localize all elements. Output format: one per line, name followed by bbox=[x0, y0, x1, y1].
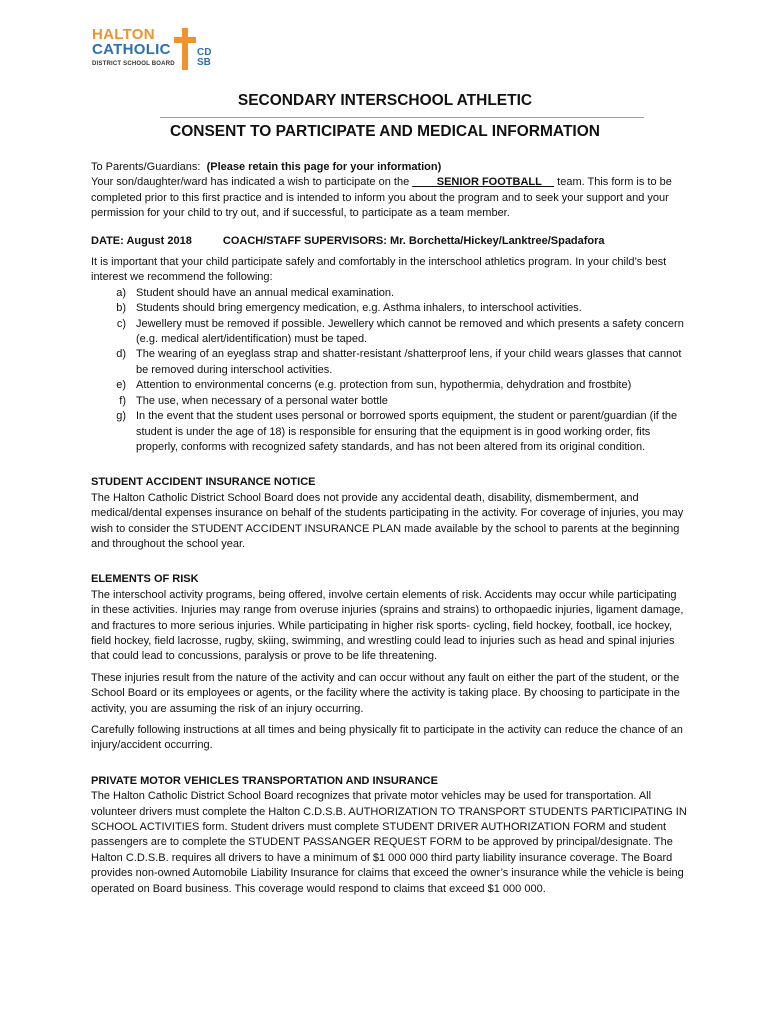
list-item bbox=[91, 347, 687, 378]
document-subtitle: CONSENT TO PARTICIPATE AND MEDICAL INFORMATION bbox=[170, 123, 600, 140]
school-board-logo bbox=[92, 26, 232, 76]
list-item-text: The use, when necessary of a personal water bottle bbox=[136, 394, 388, 407]
intro-wish-suffix: team. This form is to be completed prior to this first practice and is intended to inform you about the program and to seek your support and your permission for your child to try out, and if successful, to participate as a team member. bbox=[91, 176, 672, 220]
transport-paragraph: The Halton Catholic District School Board recognizes that private motor vehicles may be used for transportation. All volunteer drivers must complete the Halton C.D.S.B. AUTHORIZATION TO TRANSPORT STUDENTS PARTICIPATING IN SCHOOL ACTIVITIES form. Student drivers must complete STUDENT DRIVER AUTHORIZATION FORM and student passengers are to complete the STUDENT PASSANGER REQUEST FORM to be approved by principal/designate. The Halton C.D.S.B. requires all drivers to have a minimum of $1 000 000 third party liability insurance coverage. The Board provides non-owned Automobile Liability Insurance for claims that exceed the owner’s insurance while the vehicle is being operated on Board business. This coverage would respond to claims that exceed $1 000 000. bbox=[91, 790, 687, 895]
list-item-text: Attention to environmental concerns (e.g. protection from sun, hypothermia, dehydration and frostbite) bbox=[136, 379, 632, 392]
list-marker: d) bbox=[116, 348, 126, 361]
logo-catholic-text: CATHOLIC bbox=[92, 41, 171, 58]
list-item bbox=[91, 317, 687, 348]
list-item-text: Students should bring emergency medication, e.g. Asthma inhalers, to interschool activities. bbox=[136, 302, 582, 315]
intro-to-line: To Parents/Guardians: bbox=[91, 161, 201, 173]
logo-abbr-top: CD bbox=[197, 47, 212, 58]
logo-abbr-bottom: SB bbox=[197, 57, 211, 68]
risk-paragraph-1: The interschool activity programs, being offered, involve certain elements of risk. Accidents may occur while participating in these activities. Injuries may range from overuse injuries (sprains and strains) to orthopaedic injuries, ligament damage, and fractures to more serious injuries. While participating in higher risk sports- cycling, field hockey, football, ice hockey, field hockey, field lacrosse, rugby, skiing, swimming, and wrestling could lead to injuries such as head and spinal injuries that could lead to concussions, paralysis or prove to be life threatening. bbox=[91, 588, 684, 663]
insurance-paragraph: The Halton Catholic District School Board does not provide any accidental death, disability, dismemberment, and medical/dental expenses insurance on behalf of the students participating in the activity. For coverage of injuries, you may wish to consider the STUDENT ACCIDENT INSURANCE PLAN made available by the school to parents at the beginning and throughout the school year. bbox=[91, 491, 684, 550]
list-marker: f) bbox=[119, 394, 126, 407]
supervisors-value: COACH/STAFF SUPERVISORS: Mr. Borchetta/Hickey/Lanktree/Spadafora bbox=[222, 234, 605, 247]
list-item bbox=[91, 394, 687, 409]
list-item bbox=[91, 286, 687, 301]
logo-dsb-text: DISTRICT SCHOOL BOARD bbox=[92, 61, 175, 67]
list-marker: e) bbox=[116, 379, 126, 392]
intro-retain-note: (Please retain this page for your information) bbox=[206, 161, 442, 173]
intro-paragraph bbox=[91, 160, 687, 222]
list-marker: c) bbox=[116, 317, 126, 330]
title-divider bbox=[160, 117, 644, 118]
risk-paragraph-2: These injuries result from the nature of the activity and can occur without any fault on either the part of the student, or the School Board or its employees or agents, or the facility where the activity is taking place. By choosing to participate in the activity, you are assuming the risk of an injury occurring. bbox=[91, 671, 680, 715]
list-marker: a) bbox=[116, 286, 126, 299]
list-item-text: The wearing of an eyeglass strap and shatter-resistant /shatterproof lens, if your child wears glasses that cannot be removed during interschool activities. bbox=[136, 348, 682, 376]
list-item-text: Jewellery must be removed if possible. Jewellery which cannot be removed and which presents a safety concern (e.g. medical alert/identification) must be taped. bbox=[136, 317, 684, 346]
team-name-field: ____SENIOR FOOTBALL__ bbox=[412, 176, 555, 189]
document-body bbox=[91, 160, 687, 897]
safety-intro: It is important that your child participate safely and comfortably in the interschool athletics program. In your child’s best interest we recommend the following: bbox=[91, 256, 667, 284]
date-value: DATE: August 2018 bbox=[91, 234, 192, 247]
transport-heading: PRIVATE MOTOR VEHICLES TRANSPORTATION AND INSURANCE bbox=[91, 774, 438, 787]
list-item-text: Student should have an annual medical examination. bbox=[136, 286, 395, 299]
risk-paragraph-3: Carefully following instructions at all times and being physically fit to participate in the activity can reduce the chance of an injury/accident occurring. bbox=[91, 724, 683, 752]
insurance-heading: STUDENT ACCIDENT INSURANCE NOTICE bbox=[91, 476, 316, 489]
list-item bbox=[91, 409, 687, 455]
list-item bbox=[91, 378, 687, 393]
date-line bbox=[91, 234, 687, 249]
safety-recommendations-list bbox=[91, 286, 687, 455]
logo-abbreviation bbox=[197, 48, 211, 68]
logo-halton-text: HALTON bbox=[92, 26, 155, 43]
list-marker: g) bbox=[116, 410, 126, 423]
list-marker: b) bbox=[116, 302, 126, 315]
intro-wish-prefix: Your son/daughter/ward has indicated a wish to participate on the bbox=[91, 176, 410, 189]
list-item-text: In the event that the student uses personal or borrowed sports equipment, the student or parent/guardian (if the student is under the age of 18) is responsible for ensuring that the equipment is in good working order, fits properly, conforms with recognized safety standards, and has not been altered from its original condition. bbox=[136, 410, 678, 453]
risk-heading: ELEMENTS OF RISK bbox=[91, 573, 199, 586]
cross-icon bbox=[174, 28, 196, 70]
list-item bbox=[91, 301, 687, 316]
document-title: SECONDARY INTERSCHOOL ATHLETIC bbox=[237, 92, 533, 109]
